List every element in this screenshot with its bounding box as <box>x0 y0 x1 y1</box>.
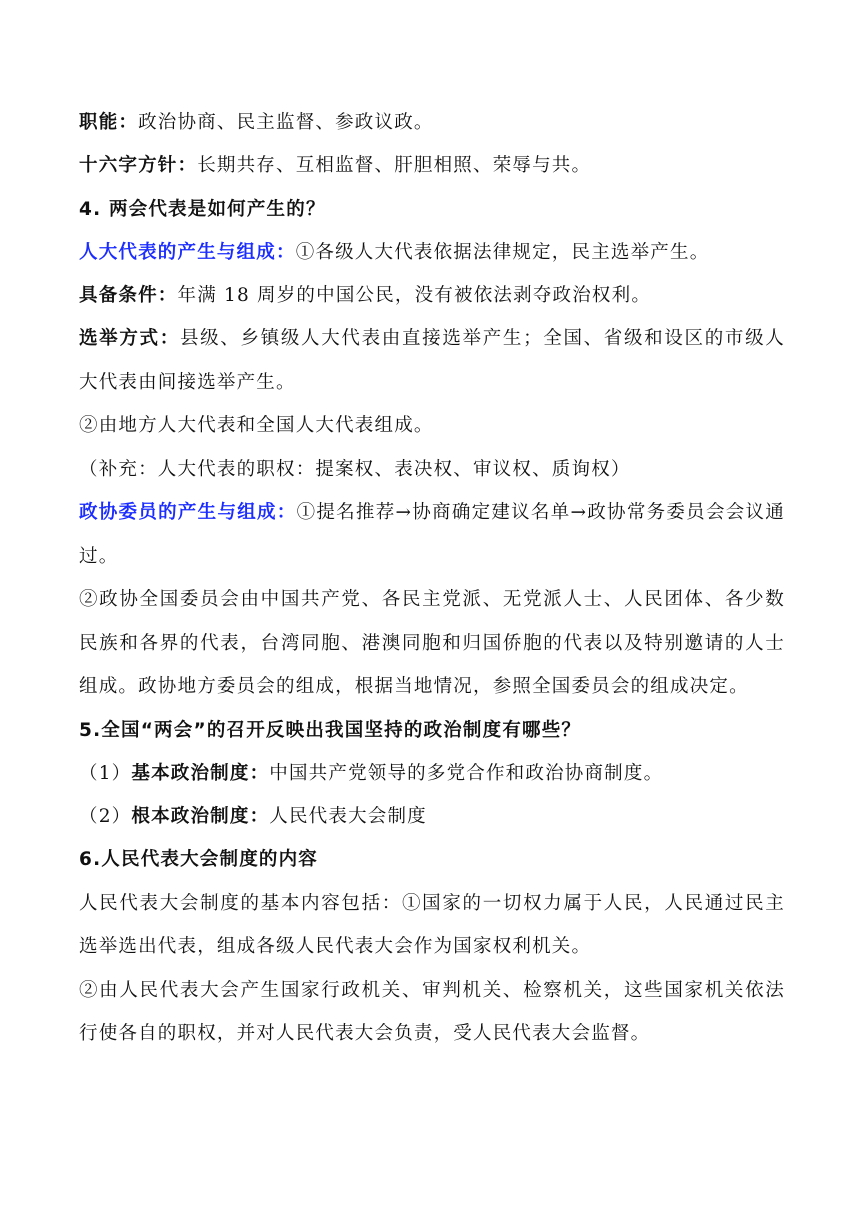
label-sixteen-char-policy: 十六字方针： <box>79 155 198 177</box>
heading-question-6: 6.人民代表大会制度的内容 <box>79 849 319 871</box>
label-eligibility: 具备条件： <box>79 285 178 307</box>
paragraph-npc-system-content: 人民代表大会制度的基本内容包括：①国家的一切权力属于人民，人民通过民主选举选出代表，组成各级人民代表大会作为国家权利机关。 <box>79 892 785 958</box>
text-eligibility: 年满 18 周岁的中国公民，没有被依法剥夺政治权利。 <box>177 285 652 307</box>
label-basic-political-system: 基本政治制度： <box>131 762 270 784</box>
text-functions: 政治协商、民主监督、参政议政。 <box>138 112 434 133</box>
paragraph-supplement: （补充：人大代表的职权：提案权、表决权、审议权、质询权） <box>79 458 631 480</box>
paragraph-sixteen-char-policy <box>79 153 785 178</box>
paragraph-npc-deputies <box>79 240 785 265</box>
prefix-fundamental-political-system: （2） <box>79 806 132 828</box>
paragraph-basic-political-system <box>79 761 785 786</box>
label-cppcc-members: 政协委员的产生与组成： <box>79 502 297 524</box>
paragraph-fundamental-political-system <box>79 804 785 829</box>
paragraph-eligibility <box>79 283 785 308</box>
label-fundamental-political-system: 根本政治制度： <box>131 806 270 828</box>
paragraph-state-organs: ②由人民代表大会产生国家行政机关、审判机关、检察机关，这些国家机关依法行使各自的职权，并对人民代表大会负责，受人民代表大会监督。 <box>79 979 785 1045</box>
paragraph-cppcc-members <box>79 491 785 578</box>
heading-question-4: 4. 两会代表是如何产生的？ <box>79 198 326 220</box>
label-npc-deputies: 人大代表的产生与组成： <box>79 241 296 263</box>
paragraph-election-method <box>79 317 785 404</box>
text-cppcc-members: ①提名推荐→协商确定建议名单→政协常务委员会会议通过。 <box>79 502 785 567</box>
text-npc-deputies: ①各级人大代表依据法律规定，民主选举产生。 <box>295 241 710 263</box>
paragraph-npc-composition: ②由地方人大代表和全国人大代表组成。 <box>79 415 434 437</box>
label-functions: 职能： <box>79 112 139 133</box>
paragraph-cppcc-composition: ②政协全国委员会由中国共产党、各民主党派、无党派人士、人民团体、各少数民族和各界的代表，台湾同胞、港澳同胞和归国侨胞的代表以及特别邀请的人士组成。政协地方委员会的组成，根据当地情况，参照全国委员会的组成决定。 <box>79 589 785 698</box>
document-page <box>79 110 785 1065</box>
heading-question-5: 5.全国“两会”的召开反映出我国坚持的政治制度有哪些？ <box>79 719 582 741</box>
label-election-method: 选举方式： <box>79 328 180 350</box>
text-sixteen-char-policy: 长期共存、互相监督、肝胆相照、荣辱与共。 <box>197 155 592 177</box>
prefix-basic-political-system: （1） <box>79 762 132 784</box>
text-election-method: 县级、乡镇级人大代表由直接选举产生；全国、省级和设区的市级人大代表由间接选举产生。 <box>79 328 785 393</box>
text-basic-political-system: 中国共产党领导的多党合作和政治协商制度。 <box>269 762 664 784</box>
paragraph-functions <box>79 110 785 135</box>
text-fundamental-political-system: 人民代表大会制度 <box>269 806 427 828</box>
